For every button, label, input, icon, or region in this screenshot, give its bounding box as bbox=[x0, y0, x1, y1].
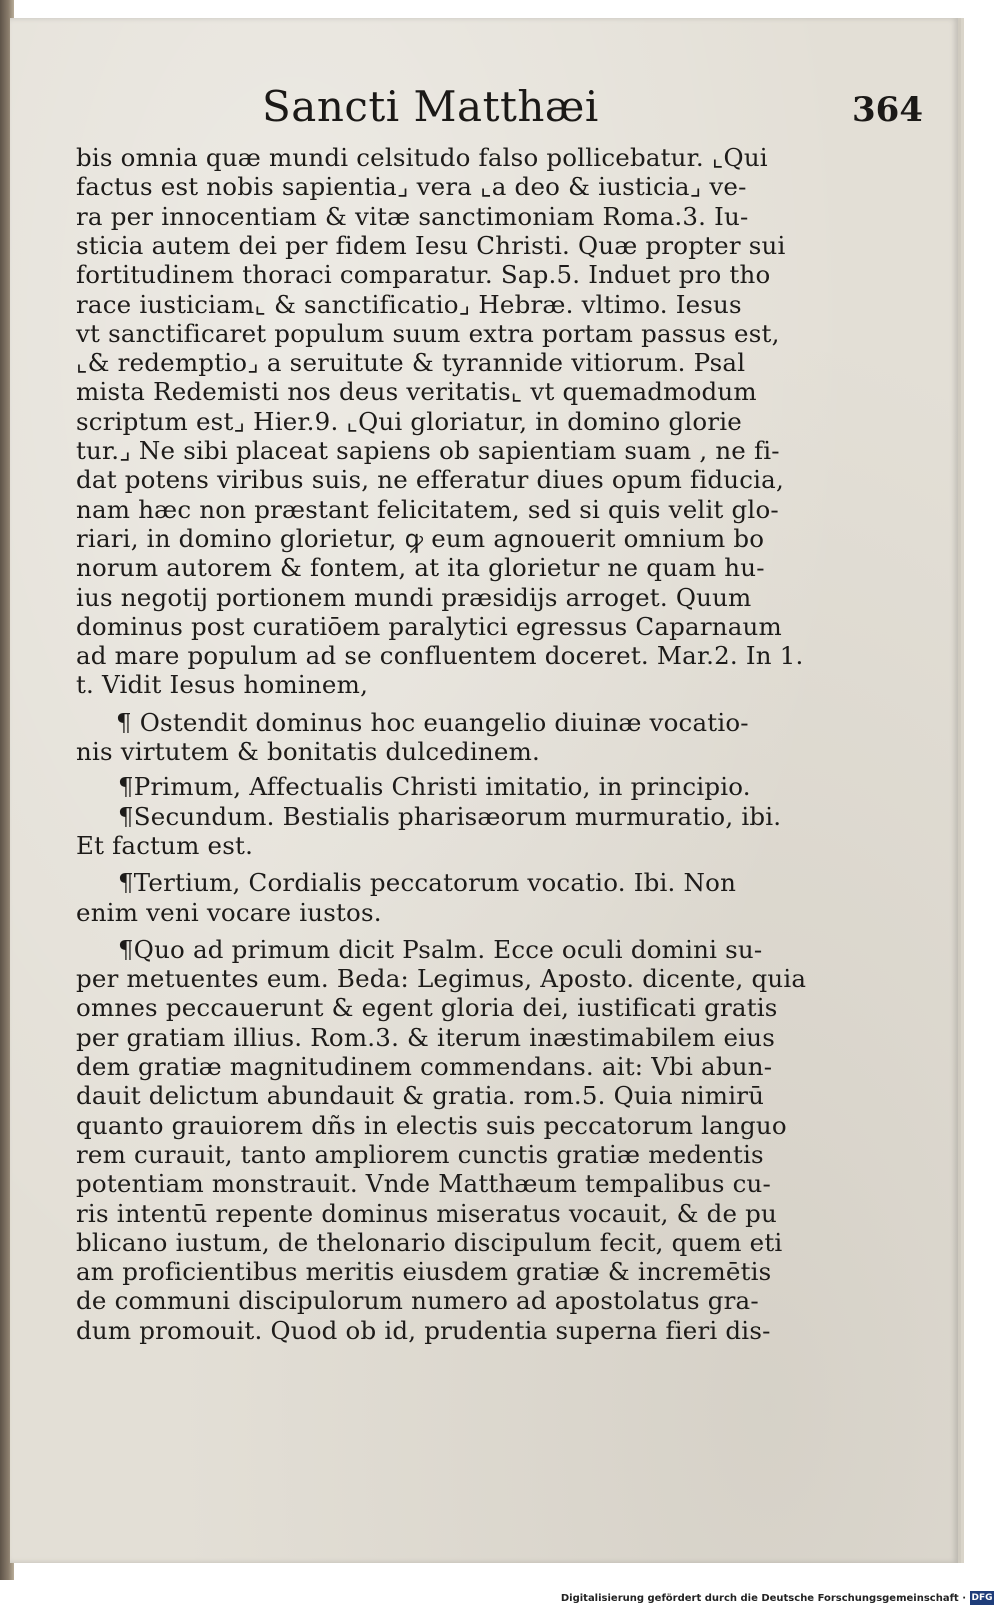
text-line: factus est nobis sapientia⌟ vera ⌞a deo & iusticia⌟ ve- bbox=[76, 172, 747, 202]
footer-bar bbox=[0, 1590, 1000, 1615]
text-line: tur.⌟ Ne sibi placeat sapiens ob sapientiam suam , ne fi- bbox=[76, 436, 780, 465]
text-line: ¶Tertium, Cordialis peccatorum vocatio. Ibi. Non bbox=[118, 868, 737, 898]
text-line: nis virtutem & bonitatis dulcedinem. bbox=[76, 737, 541, 766]
funding-note: Digitalisierung gefördert durch die Deutsche Forschungsgemeinschaft · bbox=[560, 1593, 966, 1604]
text-line: am proficientibus meritis eiusdem gratiæ & incremētis bbox=[76, 1257, 772, 1287]
text-line: ¶Primum, Affectualis Christi imitatio, in principio. bbox=[118, 772, 751, 802]
text-line: dum promouit. Quod ob id, prudentia superna fieri dis- bbox=[76, 1315, 771, 1345]
text-line: per metuentes eum. Beda: Legimus, Aposto. dicente, quia bbox=[76, 964, 807, 994]
text-line: Et factum est. bbox=[76, 830, 254, 860]
text-line: ra per innocentiam & vitæ sanctimoniam Roma.3. Iu- bbox=[76, 201, 749, 231]
text-line: bis omnia quæ mundi celsitudo falso pollicebatur. ⌞Qui bbox=[76, 143, 768, 172]
text-line: riari, in domino glorietur, ꝙ eum agnouerit omnium bo bbox=[76, 523, 765, 553]
text-line: fortitudinem thoraci comparatur. Sap.5. Induet pro tho bbox=[76, 260, 771, 290]
folio-number: 364 bbox=[852, 90, 923, 130]
text-line: ¶Secundum. Bestialis pharisæorum murmuratio, ibi. bbox=[118, 801, 782, 831]
text-line: dauit delictum abundauit & gratia. rom.5. Quia nimirū bbox=[76, 1081, 765, 1111]
running-title: Sancti Matthæi bbox=[262, 82, 599, 131]
text-line: t. Vidit Iesus hominem, bbox=[76, 670, 369, 700]
page-header bbox=[10, 82, 958, 142]
text-line: quanto grauiorem dñs in electis suis peccatorum languo bbox=[76, 1110, 787, 1140]
text-line: ¶ Ostendit dominus hoc euangelio diuinæ vocatio- bbox=[116, 707, 749, 737]
text-line: dat potens viribus suis, ne efferatur diues opum fiducia, bbox=[76, 465, 784, 495]
text-line: dem gratiæ magnitudinem commendans. ait: Vbi abun- bbox=[76, 1052, 773, 1081]
text-line: mista Redemisti nos deus veritatis⌞ vt quemadmodum bbox=[76, 377, 757, 407]
text-line: ris intentū repente dominus miseratus vocauit, & de pu bbox=[76, 1198, 778, 1228]
text-line: race iusticiam⌞ & sanctificatio⌟ Hebræ. vltimo. Iesus bbox=[76, 289, 742, 319]
text-line: blicano iustum, de thelonario discipulum fecit, quem eti bbox=[76, 1227, 783, 1257]
text-line: vt sanctificaret populum suum extra portam passus est, bbox=[76, 318, 780, 348]
text-line: per gratiam illius. Rom.3. & iterum inæstimabilem eius bbox=[76, 1022, 776, 1052]
text-line: ius negotij portionem mundi præsidijs arroget. Quum bbox=[76, 582, 752, 612]
text-line: ¶Quo ad primum dicit Psalm. Ecce oculi domini su- bbox=[118, 934, 763, 964]
text-line: omnes peccauerunt & egent gloria dei, iustificati gratis bbox=[76, 993, 778, 1023]
text-line: potentiam monstrauit. Vnde Matthæum tempalibus cu- bbox=[76, 1169, 771, 1199]
text-line: enim veni vocare iustos. bbox=[76, 897, 382, 927]
text-line: nam hæc non præstant felicitatem, sed si quis velit glo- bbox=[76, 494, 779, 524]
text-line: dominus post curatiōem paralytici egressus Caparnaum bbox=[76, 611, 782, 641]
text-line: rem curauit, tanto ampliorem cunctis gratiæ medentis bbox=[76, 1139, 764, 1169]
text-line: ⌞& redemptio⌟ a seruitute & tyrannide vitiorum. Psal bbox=[76, 348, 746, 378]
text-line: scriptum est⌟ Hier.9. ⌞Qui gloriatur, in domino glorie bbox=[76, 406, 742, 436]
text-line: de communi discipulorum numero ad apostolatus gra- bbox=[76, 1286, 759, 1316]
text-line: ad mare populum ad se confluentem doceret. Mar.2. In 1. bbox=[76, 641, 804, 671]
book-page bbox=[10, 18, 958, 1563]
text-line: norum autorem & fontem, at ita glorietur ne quam hu- bbox=[76, 553, 765, 583]
text-line: sticia autem dei per fidem Iesu Christi. Quæ propter sui bbox=[76, 230, 786, 260]
dfg-logo: DFG bbox=[971, 1593, 993, 1603]
